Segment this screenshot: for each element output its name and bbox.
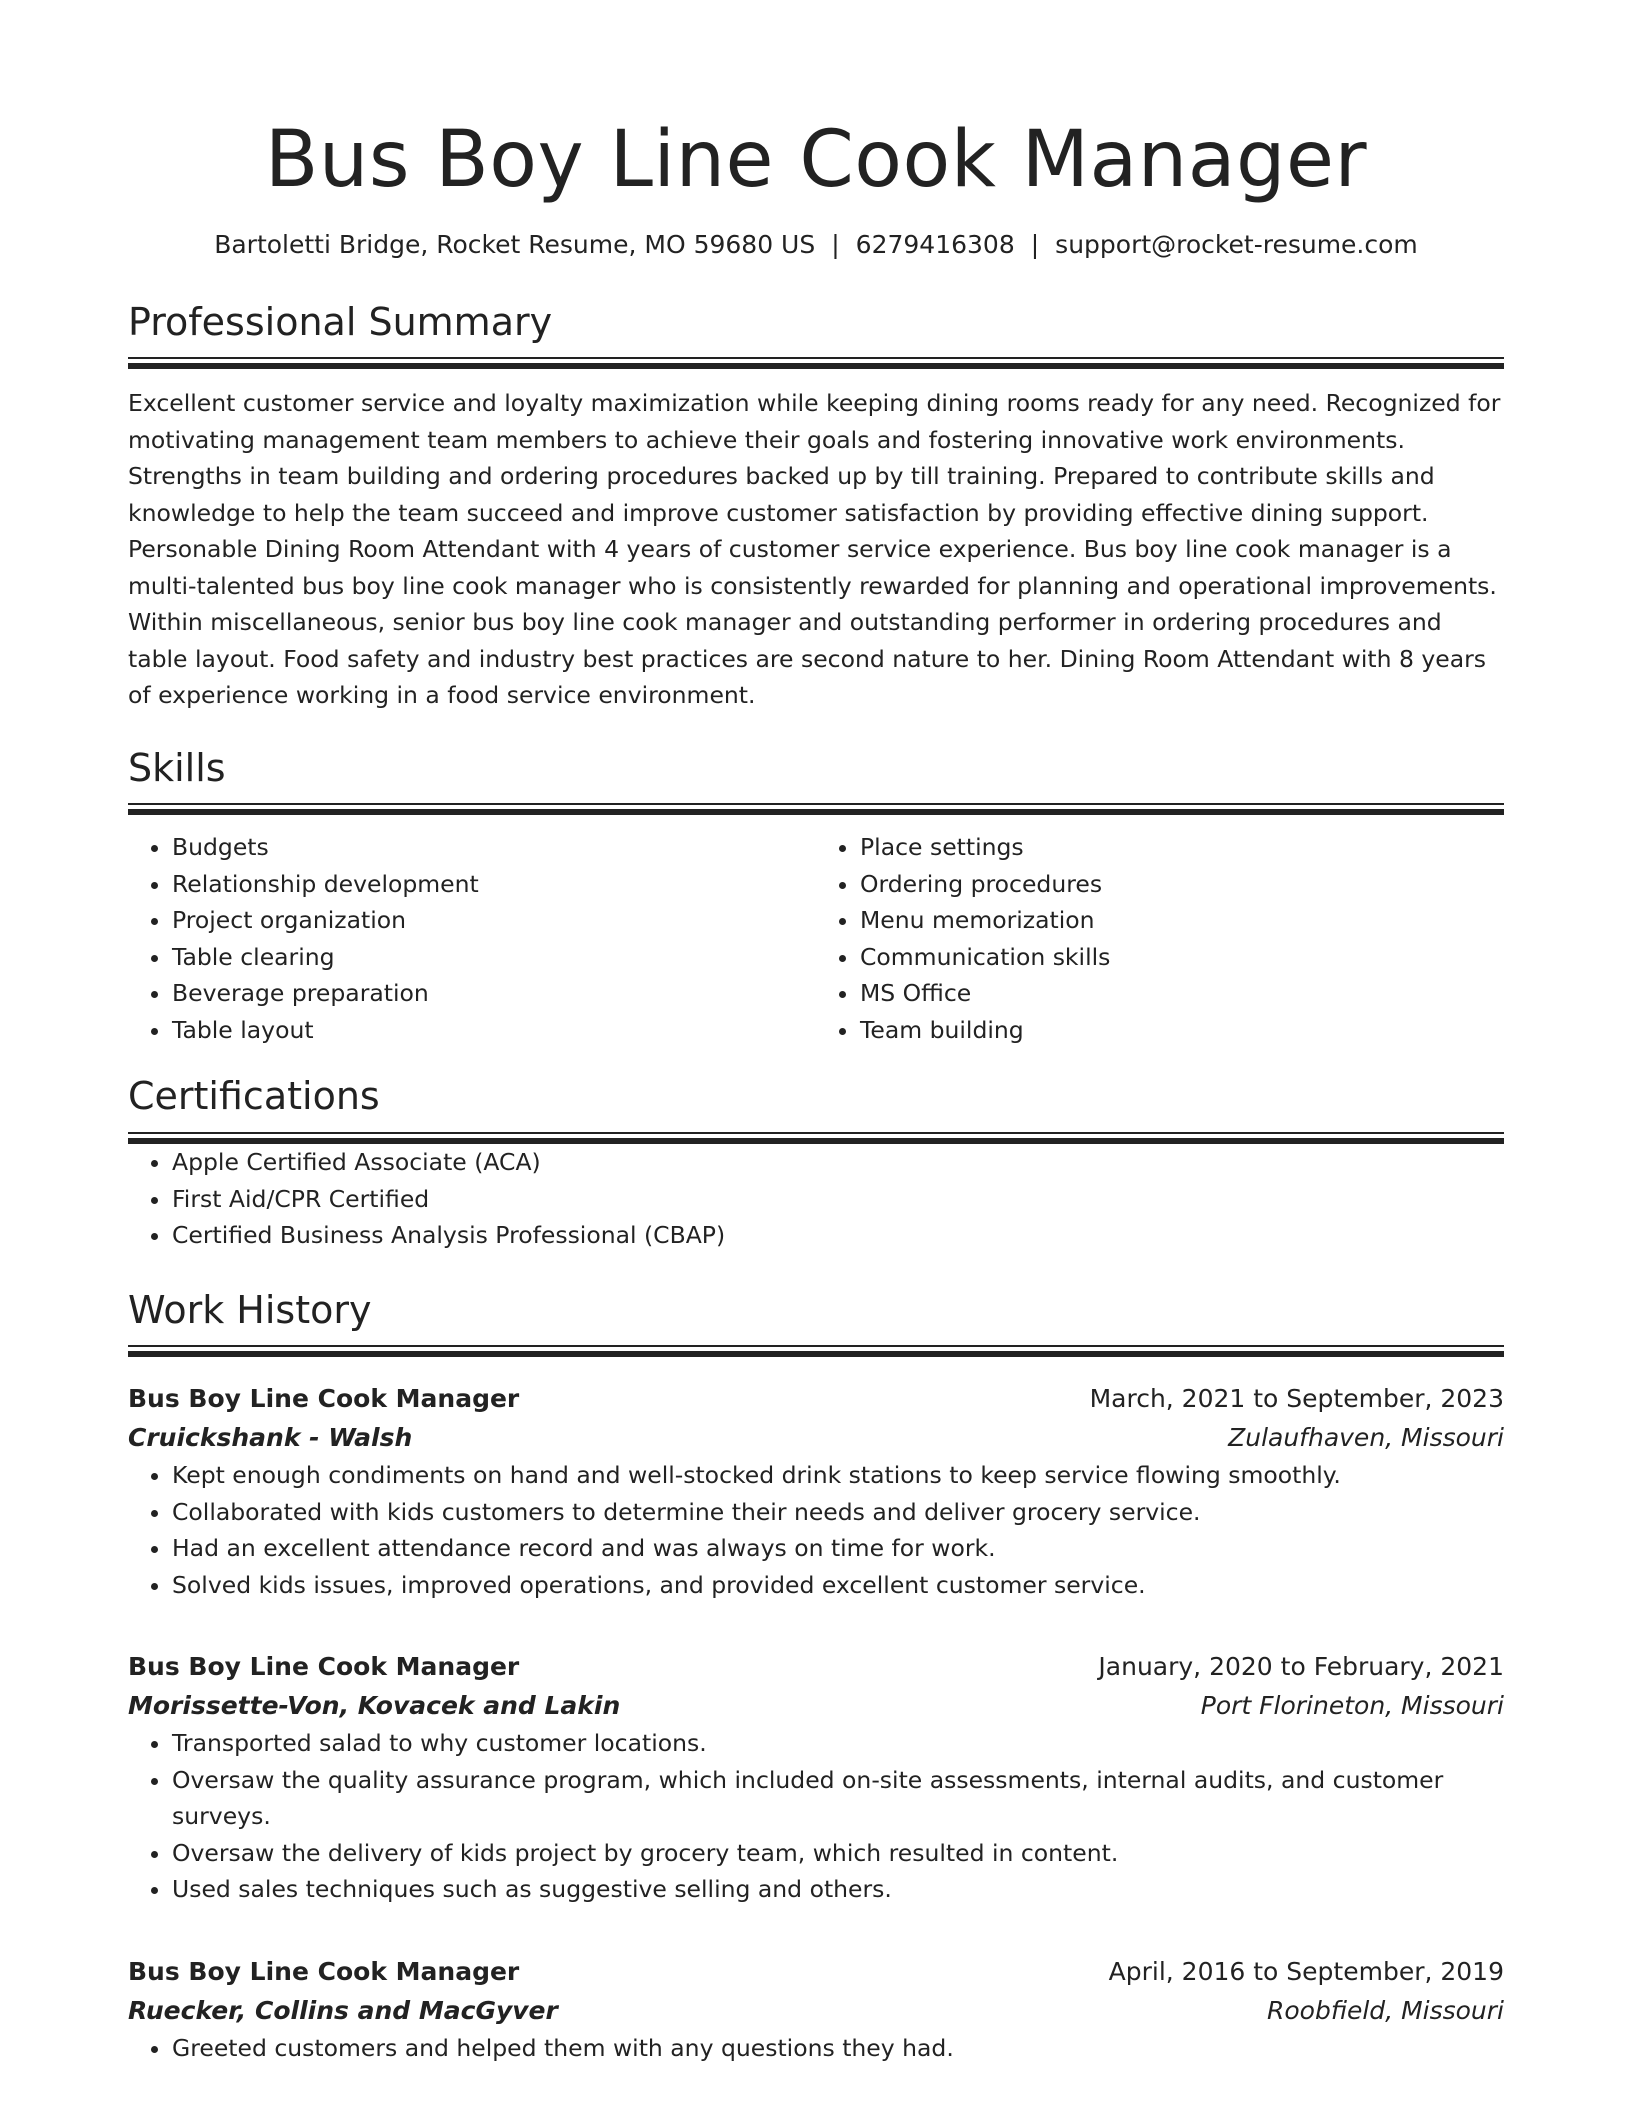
skill-item: • Menu memorization <box>860 902 1504 939</box>
job-header <box>128 1379 1504 1418</box>
job-duty: • Transported salad to why customer locations. <box>172 1725 1504 1762</box>
section-heading: Professional Summary <box>128 299 553 344</box>
job-duty: • Solved kids issues, improved operations, and provided excellent customer service. <box>172 1567 1504 1604</box>
skills-list-left <box>128 829 816 1048</box>
job-header <box>128 1952 1504 1991</box>
skill-item: • Project organization <box>172 902 816 939</box>
certification-item: • Certified Business Analysis Professional (CBAP) <box>172 1217 1504 1254</box>
job-company: Ruecker, Collins and MacGyver <box>128 1995 558 2025</box>
candidate-name: Bus Boy Line Cook Manager <box>264 115 1368 205</box>
section-heading: Certifications <box>128 1074 380 1119</box>
skill-item: • Relationship development <box>172 866 816 903</box>
job-header <box>128 1647 1504 1686</box>
job-duties-list <box>128 2030 1504 2067</box>
job-dates: January, 2020 to February, 2021 <box>1098 1652 1504 1682</box>
contact-phone: 6279416308 <box>855 229 1015 259</box>
job-duty: • Greeted customers and helped them with any questions they had. <box>172 2030 1504 2067</box>
job-dates: March, 2021 to September, 2023 <box>1089 1384 1504 1414</box>
contact-address: Bartoletti Bridge, Rocket Resume, MO 59680 US <box>214 229 816 259</box>
section-heading: Work History <box>128 1287 372 1332</box>
skill-item: • Communication skills <box>860 939 1504 976</box>
certification-item: • First Aid/CPR Certified <box>172 1181 1504 1218</box>
job-entry <box>128 1647 1504 1908</box>
job-duty: • Used sales techniques such as suggestive selling and others. <box>172 1871 1504 1908</box>
skill-item: • Budgets <box>172 829 816 866</box>
job-company: Morissette-Von, Kovacek and Lakin <box>128 1691 621 1721</box>
job-location: Zulaufhaven, Missouri <box>1228 1423 1504 1453</box>
skill-item: • Place settings <box>860 829 1504 866</box>
skill-item: • Table clearing <box>172 939 816 976</box>
skill-item: • Team building <box>860 1012 1504 1049</box>
skills-grid <box>128 829 1504 1048</box>
job-entry <box>128 1952 1504 2067</box>
job-duty: • Collaborated with kids customers to determine their needs and deliver grocery service. <box>172 1494 1504 1531</box>
job-dates: April, 2016 to September, 2019 <box>1108 1956 1504 1986</box>
certification-item: • Apple Certified Associate (ACA) <box>172 1144 1504 1181</box>
skill-item: • Beverage preparation <box>172 975 816 1012</box>
job-title: Bus Boy Line Cook Manager <box>128 1652 520 1682</box>
section-divider <box>128 1345 1504 1357</box>
professional-summary-section <box>128 300 1504 714</box>
contact-separator: | <box>1030 229 1040 259</box>
skills-list-right <box>816 829 1504 1048</box>
summary-paragraph: Excellent customer service and loyalty maximization while keeping dining rooms ready for any need. Recognized for motivating management team members to achieve their goals and fostering innovative work environments. Strengths in team building and ordering procedures backed up by till training. Prepared to contribute skills and knowledge to help the team succeed and improve customer satisfaction by providing effective dining support. Personable Dining Room Attendant with 4 years of customer service experience. Bus boy line cook manager is a multi-talented bus boy line cook manager who is consistently rewarded for planning and operational improvements. Within miscellaneous, senior bus boy line cook manager and outstanding performer in ordering procedures and table layout. Food safety and industry best practices are second nature to her. Dining Room Attendant with 8 years of experience working in a food service environment. <box>128 389 1501 710</box>
skills-section <box>128 746 1504 1049</box>
job-duties-list <box>128 1457 1504 1603</box>
job-location: Roobfield, Missouri <box>1267 1995 1504 2025</box>
contact-email: support@rocket-resume.com <box>1055 229 1418 259</box>
skill-item: • MS Office <box>860 975 1504 1012</box>
section-divider <box>128 357 1504 369</box>
contact-separator: | <box>831 229 840 259</box>
job-duty: • Oversaw the delivery of kids project by grocery team, which resulted in content. <box>172 1835 1504 1872</box>
certifications-section <box>128 1074 1504 1253</box>
section-heading: Skills <box>128 745 226 790</box>
job-title: Bus Boy Line Cook Manager <box>128 1956 520 1986</box>
section-divider <box>128 803 1504 815</box>
work-history-section <box>128 1288 1504 2067</box>
job-company: Cruickshank - Walsh <box>128 1423 413 1453</box>
job-subheader <box>128 1686 1504 1725</box>
contact-line <box>128 230 1504 260</box>
job-location: Port Florineton, Missouri <box>1200 1691 1504 1721</box>
section-divider <box>128 1132 1504 1144</box>
job-subheader <box>128 1418 1504 1457</box>
job-entry <box>128 1379 1504 1603</box>
job-title: Bus Boy Line Cook Manager <box>128 1384 520 1414</box>
certifications-list <box>128 1144 1504 1254</box>
skill-item: • Ordering procedures <box>860 866 1504 903</box>
job-duty: • Kept enough condiments on hand and well-stocked drink stations to keep service flowing smoothly. <box>172 1457 1504 1494</box>
job-subheader <box>128 1991 1504 2030</box>
job-duty: • Had an excellent attendance record and was always on time for work. <box>172 1530 1504 1567</box>
skill-item: • Table layout <box>172 1012 816 1049</box>
job-duty: • Oversaw the quality assurance program, which included on-site assessments, internal audits, and customer surveys. <box>172 1762 1504 1835</box>
job-duties-list <box>128 1725 1504 1908</box>
